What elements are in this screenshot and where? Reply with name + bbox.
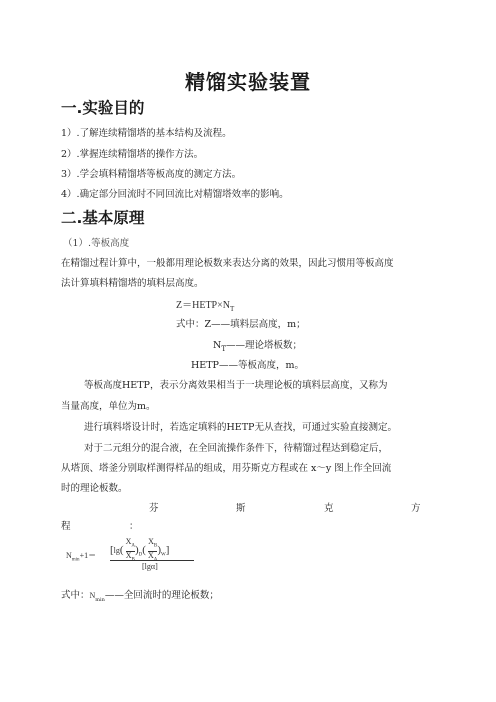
fenske-numerator: [lg( $\frac{X_A}{X_B}$ )$_D$( $\frac{X_B}{X_A}$ )$_W$] [110, 537, 170, 563]
definition-hetp: HETP——等板高度，m。 [191, 360, 304, 371]
paragraph-line: 从塔顶、塔釜分别取样测得样品的组成，用芬斯克方程或在 x～y 图上作全回流 [61, 463, 392, 474]
definition-nmin [61, 587, 219, 603]
fenske-n-sub: min [71, 557, 80, 563]
justified-char: 斯 [236, 503, 246, 514]
definition-symbol: N [89, 591, 96, 600]
fenske-plus: +1＝ [79, 551, 97, 560]
fenske-equation [66, 538, 196, 572]
document-title: 精馏实验装置 [185, 70, 311, 94]
definition-text: ——理论塔板数； [225, 340, 302, 351]
fenske-alpha: α [150, 562, 156, 571]
definition-text: ——全回流时的理论板数； [104, 590, 219, 601]
purpose-item-1: 1）.了解连续精馏塔的基本结构及流程。 [61, 128, 232, 139]
paragraph-line: 法计算填料精馏塔的填料层高度。 [61, 278, 204, 289]
justified-char: ： [129, 521, 139, 532]
x-a-top-sub: A [131, 543, 135, 549]
justified-char: 方 [411, 503, 421, 514]
x-b-top-sub: B [153, 543, 158, 549]
fenske-fraction-bar [110, 560, 194, 561]
purpose-item-3: 3）.学会填料精馏塔等板高度的测定方法。 [61, 169, 242, 180]
fenske-n: N [66, 551, 72, 560]
definition-symbol: N [213, 340, 222, 351]
justified-char: 程 [61, 521, 71, 532]
x-a-bottom: X [147, 550, 154, 560]
fenske-denominator: [lgα] [142, 562, 158, 571]
sub-d: D [138, 552, 143, 558]
paragraph-line: 时的理论板数。 [61, 483, 128, 494]
definition-subscript: min [95, 596, 105, 603]
x-a-top: X [125, 537, 132, 546]
x-a-bottom-sub: A [153, 557, 158, 563]
x-b-top: X [148, 537, 154, 546]
purpose-item-2: 2）.掌握连续精馏塔的操作方法。 [61, 149, 204, 160]
paragraph-line: 等板高度HETP，表示分离效果相当于一块理论板的填料层高度，又称为 [84, 380, 388, 391]
paragraph-line: 当量高度，单位为m。 [61, 401, 156, 412]
paragraph-line: 进行填料塔设计时，若选定填料的HETP无从查找，可通过实验直接测定。 [84, 422, 397, 433]
definition-subscript: T [221, 344, 226, 353]
sub-w: W [161, 552, 166, 558]
fenske-lg-den: lg [144, 562, 151, 571]
purpose-item-4: 4）.确定部分回流时不同回流比对精馏塔效率的影响。 [61, 189, 289, 200]
justified-char: 克 [324, 503, 334, 514]
definition-z: 式中：Z——填料层高度，m； [176, 319, 306, 330]
section-heading-principle: 二.基本原理 [61, 209, 145, 227]
formula-subscript: T [229, 305, 235, 313]
x-b-bottom-sub: B [131, 557, 135, 563]
justified-char: 芬 [149, 503, 159, 514]
section-heading-purpose: 一.实验目的 [61, 99, 145, 117]
formula-z-hetp [176, 296, 234, 313]
subheading-hetp: （1）.等板高度 [63, 238, 130, 249]
x-b-bottom: X [125, 550, 132, 560]
fenske-lg: lg [113, 545, 120, 555]
fenske-lhs [66, 550, 96, 563]
definition-prefix: 式中： [61, 590, 90, 601]
paragraph-line: 对于二元组分的混合液，在全回流操作条件下，待精馏过程达到稳定后， [84, 443, 389, 454]
paragraph-line: 在精馏过程计算中，一般都用理论板数来表达分离的效果，因此习惯用等板高度 [61, 258, 394, 269]
formula-text: Z＝HETP×N [176, 300, 230, 311]
definition-nt [213, 337, 302, 353]
